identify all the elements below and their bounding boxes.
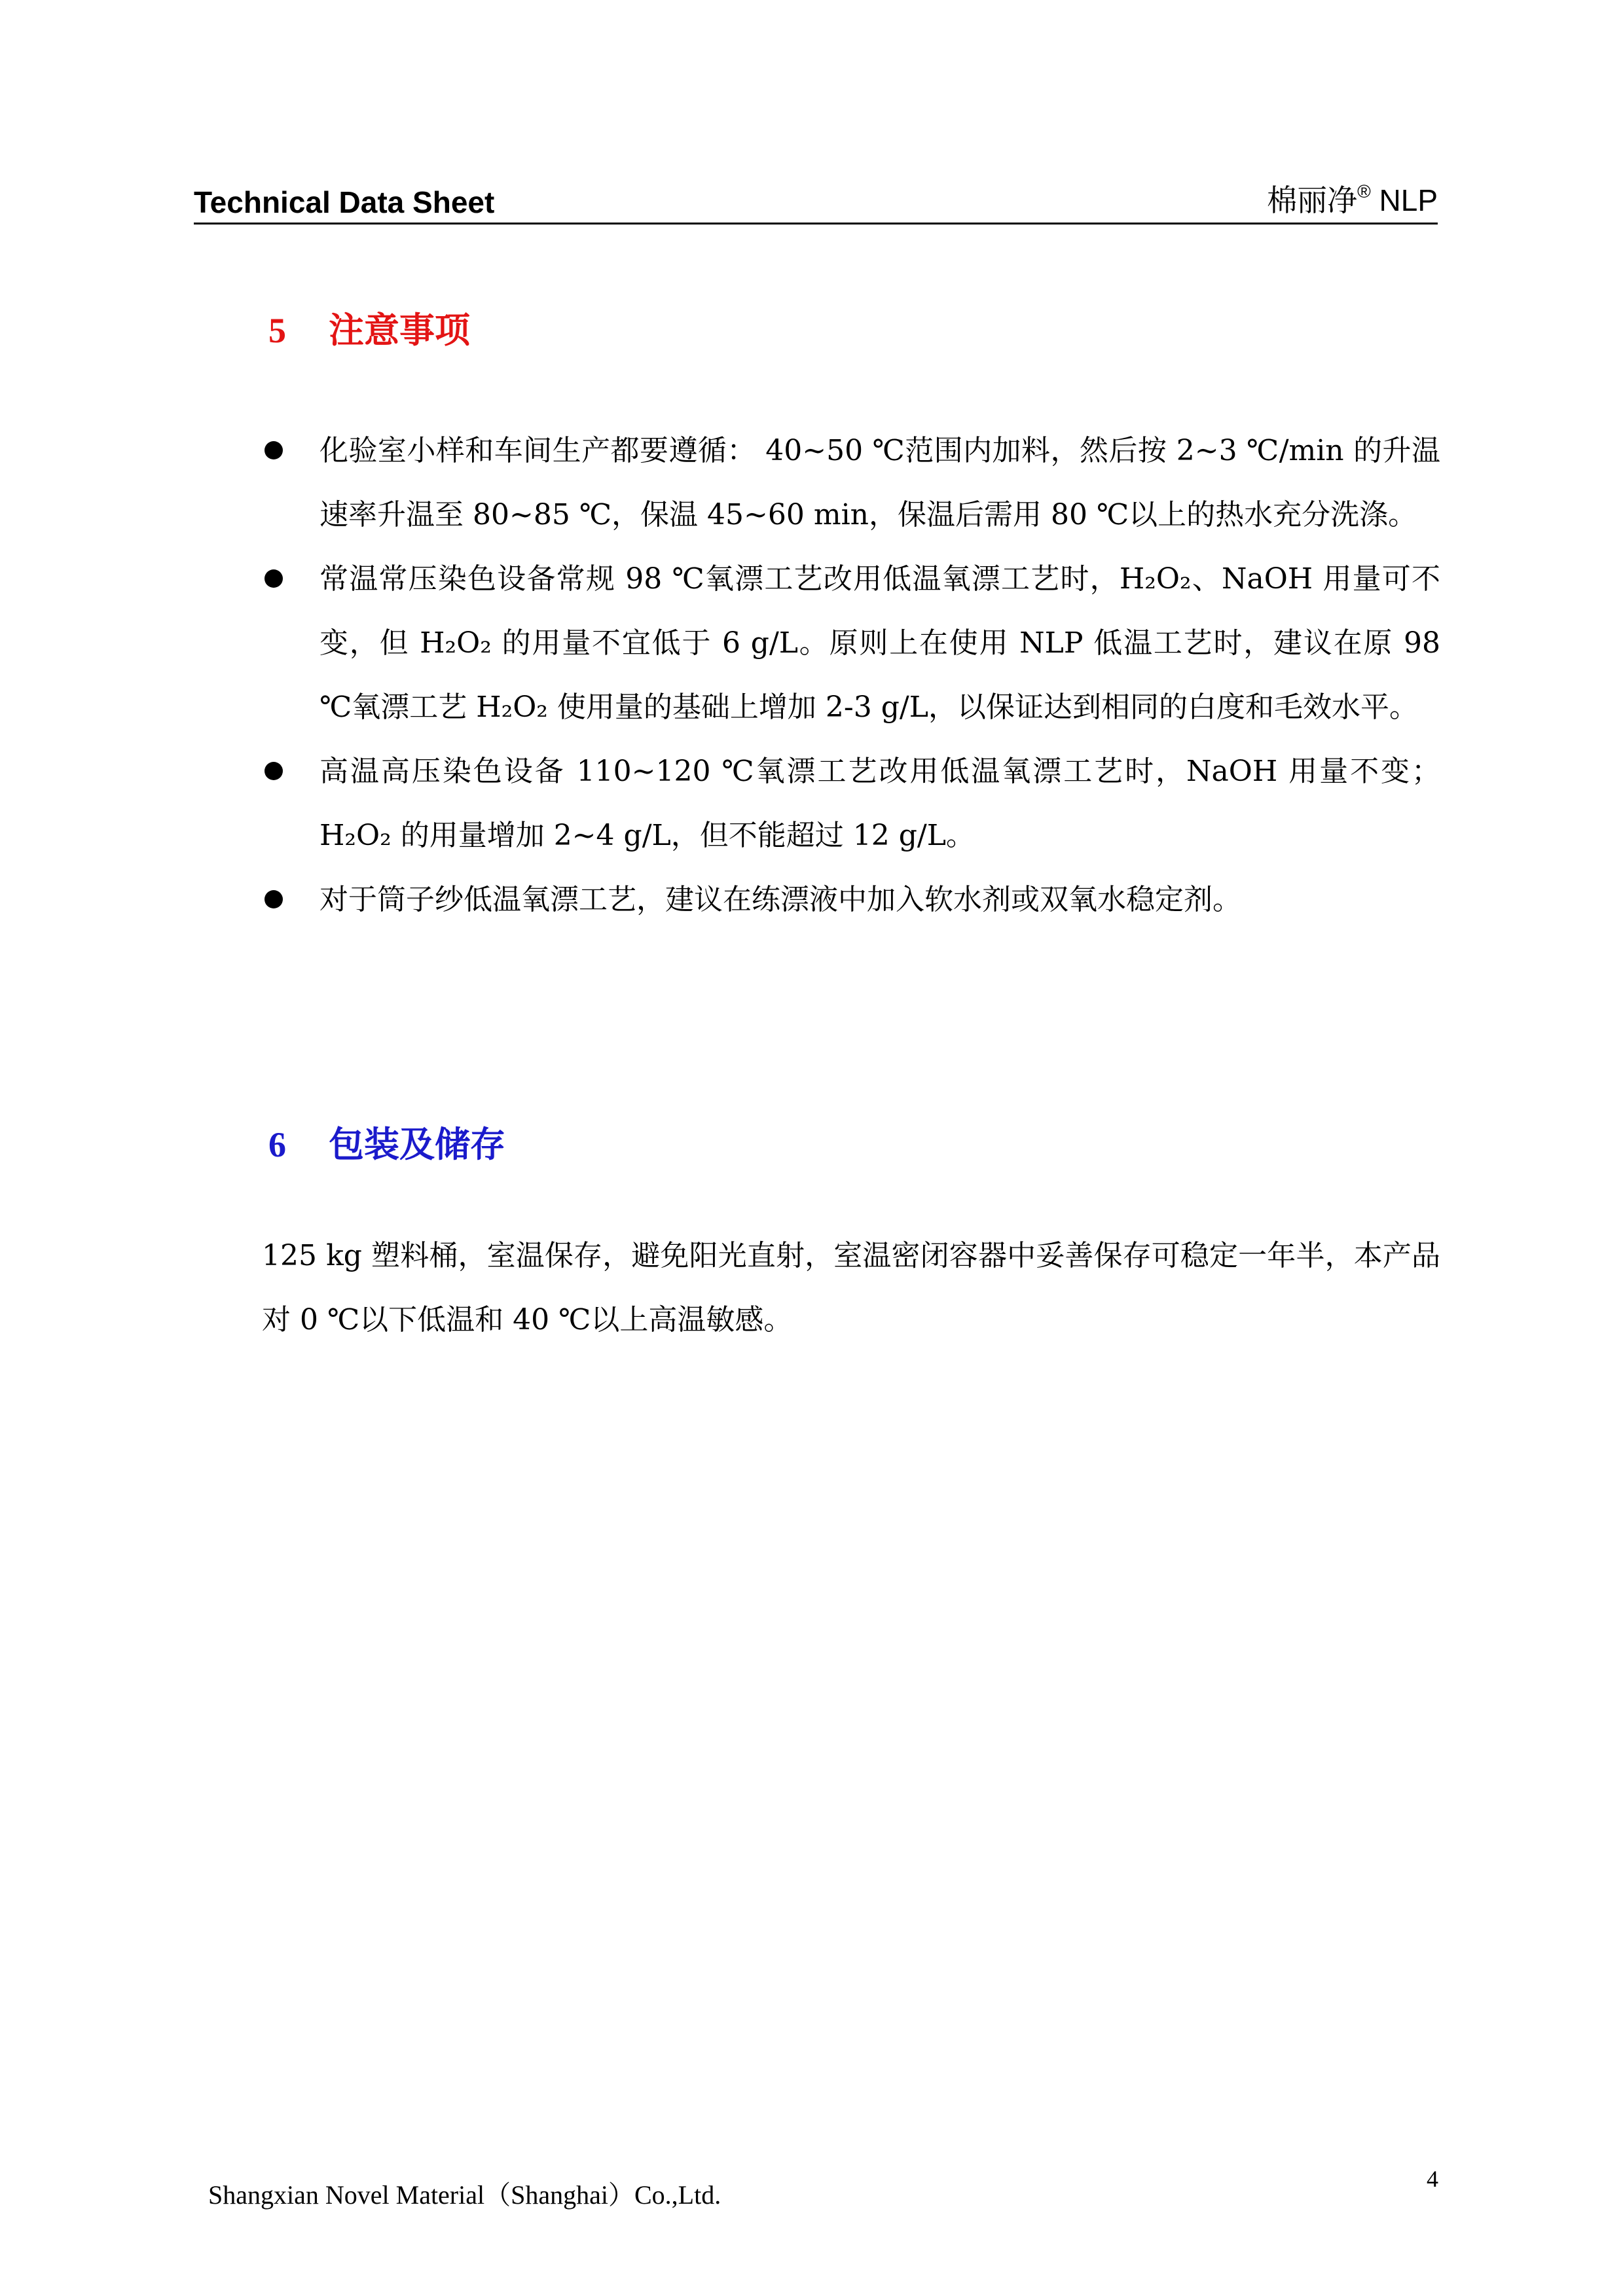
section-title: 包装及储存: [329, 1124, 505, 1165]
document-type-label: Technical Data Sheet: [194, 185, 495, 219]
bullet-icon: [264, 890, 283, 908]
list-item-text: 常温常压染色设备常规 98 ℃氧漂工艺改用低温氧漂工艺时，H₂O₂、NaOH 用量可不变，但 H₂O₂ 的用量不宜低于 6 g/L。原则上在使用 NLP 低温工艺时，建议在原 98 ℃氧漂工艺 H₂O₂ 使用量的基础上增加 2-3 g/L，以保证达到相同的白度和毛效水平。: [319, 562, 1440, 724]
list-item: [262, 740, 1440, 868]
product-name: [1267, 177, 1438, 220]
section-number: 6: [268, 1125, 286, 1164]
footer-company: Shangxian Novel Material（Shanghai）Co.,Ltd.: [208, 2180, 721, 2210]
list-item-text: 化验室小样和车间生产都要遵循： 40~50 ℃范围内加料，然后按 2~3 ℃/min 的升温速率升温至 80~85 ℃，保温 45~60 min，保温后需用 80 ℃以上的热水充分洗涤。: [319, 434, 1440, 531]
page-header: [194, 177, 1438, 224]
section-number: 5: [268, 311, 286, 350]
list-item-text: 对于筒子纱低温氧漂工艺，建议在练漂液中加入软水剂或双氧水稳定剂。: [319, 883, 1241, 916]
bullet-icon: [264, 762, 283, 780]
precautions-list: [262, 419, 1440, 932]
product-name-cn: 棉丽净: [1267, 183, 1358, 217]
page-number: 4: [1427, 2166, 1438, 2192]
section-heading-5: [268, 302, 470, 353]
packaging-paragraph: 125 kg 塑料桶，室温保存，避免阳光直射，室温密闭容器中妥善保存可稳定一年半，本产品对 0 ℃以下低温和 40 ℃以上高温敏感。: [262, 1239, 1440, 1336]
registered-mark: ®: [1357, 181, 1371, 202]
section-heading-6: [268, 1117, 505, 1167]
list-item-text: 高温高压染色设备 110~120 ℃氧漂工艺改用低温氧漂工艺时，NaOH 用量不变；H₂O₂ 的用量增加 2~4 g/L，但不能超过 12 g/L。: [319, 755, 1440, 852]
bullet-icon: [264, 441, 283, 459]
list-item: [262, 547, 1440, 740]
list-item: [262, 419, 1440, 547]
product-code: NLP: [1370, 183, 1438, 217]
section-title: 注意事项: [329, 310, 470, 351]
list-item: [262, 868, 1440, 932]
bullet-icon: [264, 569, 283, 588]
